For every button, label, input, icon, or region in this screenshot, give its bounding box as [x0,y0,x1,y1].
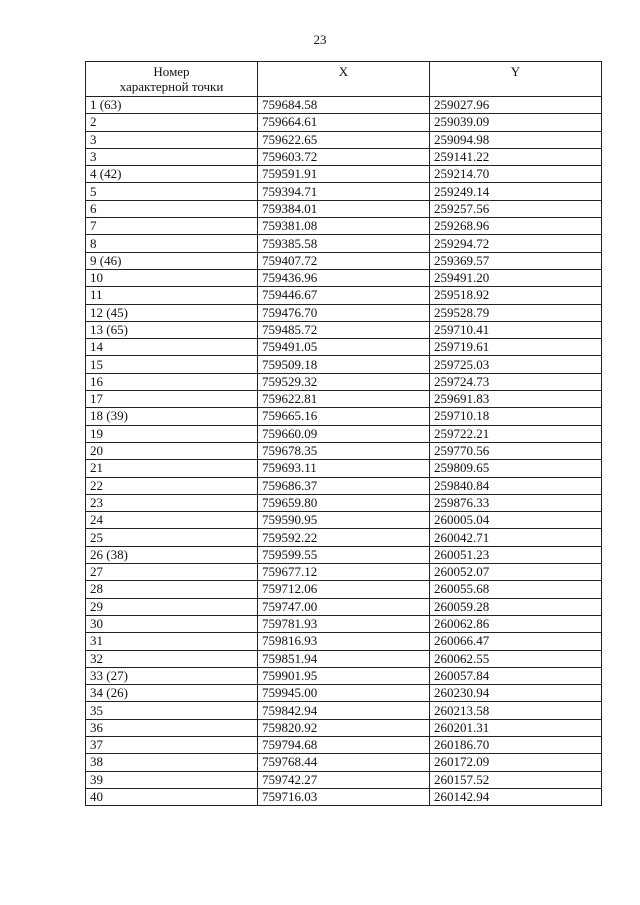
cell-y: 259491.20 [430,269,602,286]
cell-point-number: 24 [86,512,258,529]
table-row [86,235,602,252]
cell-y: 259141.22 [430,148,602,165]
cell-y: 260201.31 [430,719,602,736]
cell-point-number: 3 [86,131,258,148]
table-row [86,339,602,356]
cell-x: 759622.65 [258,131,430,148]
cell-point-number: 9 (46) [86,252,258,269]
table-row [86,702,602,719]
cell-x: 759851.94 [258,650,430,667]
cell-y: 260052.07 [430,564,602,581]
table-row [86,719,602,736]
cell-x: 759660.09 [258,425,430,442]
cell-x: 759381.08 [258,218,430,235]
cell-x: 759491.05 [258,339,430,356]
cell-y: 259710.41 [430,321,602,338]
cell-x: 759436.96 [258,269,430,286]
header-y: Y [430,62,602,97]
table-row [86,269,602,286]
cell-y: 260172.09 [430,754,602,771]
table-row [86,754,602,771]
cell-point-number: 2 [86,114,258,131]
cell-y: 260066.47 [430,633,602,650]
cell-x: 759622.81 [258,391,430,408]
cell-point-number: 3 [86,148,258,165]
cell-x: 759712.06 [258,581,430,598]
cell-y: 260055.68 [430,581,602,598]
table-row [86,788,602,805]
cell-point-number: 16 [86,373,258,390]
cell-y: 259369.57 [430,252,602,269]
cell-x: 759901.95 [258,667,430,684]
cell-y: 260051.23 [430,546,602,563]
cell-x: 759686.37 [258,477,430,494]
cell-point-number: 36 [86,719,258,736]
cell-point-number: 15 [86,356,258,373]
cell-y: 260057.84 [430,667,602,684]
cell-point-number: 32 [86,650,258,667]
cell-point-number: 10 [86,269,258,286]
cell-x: 759485.72 [258,321,430,338]
table-row [86,650,602,667]
cell-y: 259809.65 [430,460,602,477]
table-row [86,391,602,408]
table-header-row [86,62,602,97]
header-point-line1: Номер [153,64,190,79]
cell-point-number: 1 (63) [86,97,258,114]
cell-point-number: 33 (27) [86,667,258,684]
cell-x: 759842.94 [258,702,430,719]
cell-x: 759659.80 [258,494,430,511]
table-row [86,598,602,615]
cell-y: 259528.79 [430,304,602,321]
cell-point-number: 17 [86,391,258,408]
cell-y: 259294.72 [430,235,602,252]
cell-x: 759677.12 [258,564,430,581]
table-body [86,97,602,806]
table-row [86,529,602,546]
cell-point-number: 7 [86,218,258,235]
header-x: X [258,62,430,97]
cell-x: 759509.18 [258,356,430,373]
cell-point-number: 28 [86,581,258,598]
cell-x: 759716.03 [258,788,430,805]
cell-x: 759603.72 [258,148,430,165]
cell-y: 259719.61 [430,339,602,356]
cell-x: 759664.61 [258,114,430,131]
cell-point-number: 6 [86,200,258,217]
cell-x: 759446.67 [258,287,430,304]
cell-y: 259027.96 [430,97,602,114]
cell-point-number: 14 [86,339,258,356]
cell-y: 259268.96 [430,218,602,235]
cell-point-number: 30 [86,615,258,632]
cell-point-number: 22 [86,477,258,494]
cell-point-number: 5 [86,183,258,200]
cell-point-number: 4 (42) [86,166,258,183]
table-row [86,685,602,702]
cell-y: 259840.84 [430,477,602,494]
cell-point-number: 19 [86,425,258,442]
header-point-line2: характерной точки [119,79,224,94]
table-row [86,546,602,563]
cell-point-number: 23 [86,494,258,511]
cell-x: 759592.22 [258,529,430,546]
cell-y: 259249.14 [430,183,602,200]
cell-y: 260005.04 [430,512,602,529]
cell-x: 759476.70 [258,304,430,321]
cell-y: 259691.83 [430,391,602,408]
cell-y: 260213.58 [430,702,602,719]
cell-y: 259724.73 [430,373,602,390]
cell-point-number: 34 (26) [86,685,258,702]
coordinates-table [85,61,602,806]
cell-x: 759384.01 [258,200,430,217]
cell-x: 759385.58 [258,235,430,252]
cell-y: 260062.86 [430,615,602,632]
cell-x: 759407.72 [258,252,430,269]
cell-y: 259214.70 [430,166,602,183]
table-row [86,425,602,442]
table-row [86,304,602,321]
cell-x: 759794.68 [258,736,430,753]
cell-point-number: 31 [86,633,258,650]
table-row [86,97,602,114]
table-row [86,633,602,650]
cell-point-number: 38 [86,754,258,771]
cell-y: 259710.18 [430,408,602,425]
cell-x: 759693.11 [258,460,430,477]
cell-x: 759590.95 [258,512,430,529]
cell-x: 759684.58 [258,97,430,114]
cell-y: 260142.94 [430,788,602,805]
table-row [86,736,602,753]
cell-y: 259722.21 [430,425,602,442]
cell-x: 759529.32 [258,373,430,390]
table-row [86,321,602,338]
table-row [86,615,602,632]
cell-x: 759599.55 [258,546,430,563]
cell-y: 259257.56 [430,200,602,217]
table-row [86,287,602,304]
cell-point-number: 13 (65) [86,321,258,338]
header-point-number [86,62,258,97]
cell-y: 260062.55 [430,650,602,667]
table-row [86,494,602,511]
cell-y: 260230.94 [430,685,602,702]
table-row [86,667,602,684]
table-row [86,564,602,581]
cell-point-number: 39 [86,771,258,788]
cell-x: 759678.35 [258,442,430,459]
cell-point-number: 20 [86,442,258,459]
cell-y: 260042.71 [430,529,602,546]
cell-y: 259725.03 [430,356,602,373]
cell-y: 259770.56 [430,442,602,459]
table-row [86,771,602,788]
cell-x: 759816.93 [258,633,430,650]
cell-y: 259518.92 [430,287,602,304]
cell-y: 259094.98 [430,131,602,148]
table-row [86,218,602,235]
cell-point-number: 8 [86,235,258,252]
table-row [86,114,602,131]
cell-point-number: 27 [86,564,258,581]
table-row [86,581,602,598]
cell-x: 759394.71 [258,183,430,200]
cell-x: 759742.27 [258,771,430,788]
table-row [86,442,602,459]
table-row [86,131,602,148]
cell-point-number: 25 [86,529,258,546]
cell-y: 259876.33 [430,494,602,511]
cell-y: 260059.28 [430,598,602,615]
cell-x: 759945.00 [258,685,430,702]
cell-y: 260186.70 [430,736,602,753]
page-number: 23 [313,32,327,47]
cell-x: 759768.44 [258,754,430,771]
table-row [86,183,602,200]
table-row [86,477,602,494]
cell-point-number: 18 (39) [86,408,258,425]
cell-x: 759747.00 [258,598,430,615]
table-row [86,166,602,183]
table-row [86,373,602,390]
cell-point-number: 21 [86,460,258,477]
cell-point-number: 12 (45) [86,304,258,321]
cell-x: 759781.93 [258,615,430,632]
table-row [86,408,602,425]
table-row [86,252,602,269]
cell-point-number: 35 [86,702,258,719]
cell-y: 259039.09 [430,114,602,131]
cell-point-number: 26 (38) [86,546,258,563]
cell-x: 759665.16 [258,408,430,425]
table-row [86,460,602,477]
cell-point-number: 11 [86,287,258,304]
cell-x: 759820.92 [258,719,430,736]
cell-x: 759591.91 [258,166,430,183]
cell-point-number: 40 [86,788,258,805]
cell-y: 260157.52 [430,771,602,788]
table-row [86,200,602,217]
table-row [86,148,602,165]
cell-point-number: 29 [86,598,258,615]
cell-point-number: 37 [86,736,258,753]
table-row [86,356,602,373]
table-row [86,512,602,529]
